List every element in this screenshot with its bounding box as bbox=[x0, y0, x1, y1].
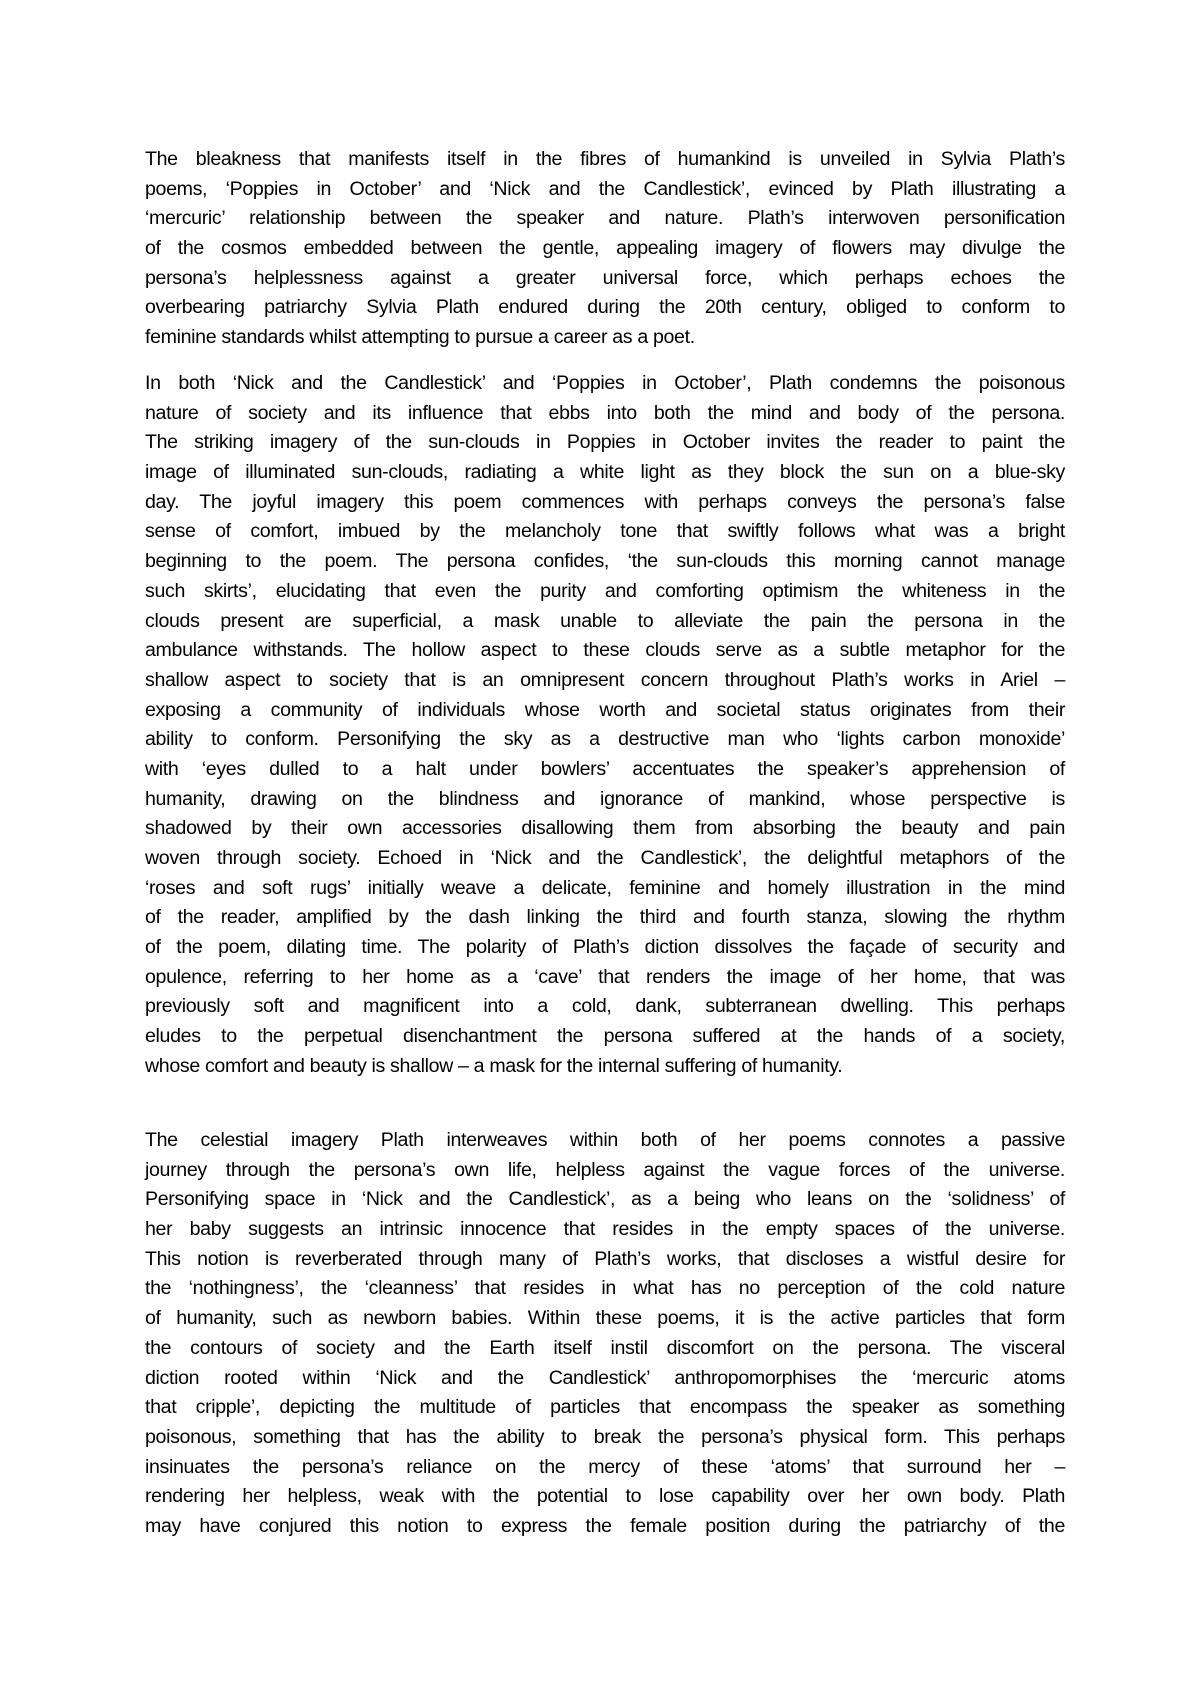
text-line: eludes to the perpetual disenchantment the persona suffered at the hands of a society, bbox=[145, 1025, 1065, 1048]
text-line: ability to conform. Personifying the sky as a destructive man who ‘lights carbon monoxide’ bbox=[145, 728, 1065, 751]
text-line: woven through society. Echoed in ‘Nick and the Candlestick’, the delightful metaphors of the bbox=[145, 847, 1065, 869]
text-line: overbearing patriarchy Sylvia Plath endured during the 20th century, obliged to conform to bbox=[145, 296, 1065, 319]
text-line: In both ‘Nick and the Candlestick’ and ‘Poppies in October’, Plath condemns the poisonous bbox=[145, 372, 1065, 394]
text-line: her baby suggests an intrinsic innocence that resides in the empty spaces of the universe. bbox=[145, 1218, 1065, 1241]
text-line: rendering her helpless, weak with the potential to lose capability over her own body. Plath bbox=[145, 1485, 1065, 1508]
text-line: image of illuminated sun-clouds, radiating a white light as they block the sun on a blue-sky bbox=[145, 461, 1065, 484]
text-line: of the reader, amplified by the dash linking the third and fourth stanza, slowing the rhythm bbox=[145, 906, 1065, 929]
text-line: shadowed by their own accessories disallowing them from absorbing the beauty and pain bbox=[145, 817, 1065, 840]
text-line: diction rooted within ‘Nick and the Candlestick’ anthropomorphises the ‘mercuric atoms bbox=[145, 1366, 1065, 1389]
paragraph-introduction bbox=[145, 145, 1065, 353]
paragraph-celestial bbox=[145, 1126, 1065, 1542]
text-line: may have conjured this notion to express the female position during the patriarchy of the bbox=[145, 1514, 1065, 1537]
text-line: that cripple’, depicting the multitude of particles that encompass the speaker as something bbox=[145, 1396, 1065, 1419]
text-line: persona’s helplessness against a greater universal force, which perhaps echoes the bbox=[145, 266, 1065, 289]
text-line: Personifying space in ‘Nick and the Candlestick’, as a being who leans on the ‘solidness’ of bbox=[145, 1188, 1065, 1211]
text-line: humanity, drawing on the blindness and ignorance of mankind, whose perspective is bbox=[145, 787, 1065, 810]
text-line: shallow aspect to society that is an omnipresent concern throughout Plath’s works in Ariel – bbox=[145, 668, 1065, 691]
text-line: The celestial imagery Plath interweaves within both of her poems connotes a passive bbox=[145, 1129, 1065, 1151]
text-line: clouds present are superficial, a mask unable to alleviate the pain the persona in the bbox=[145, 609, 1065, 632]
text-line: whose comfort and beauty is shallow – a mask for the internal suffering of humanity. bbox=[145, 1054, 843, 1077]
text-line: journey through the persona’s own life, helpless against the vague forces of the universe. bbox=[145, 1158, 1065, 1181]
text-line: insinuates the persona’s reliance on the mercy of these ‘atoms’ that surround her – bbox=[145, 1455, 1065, 1478]
text-line: feminine standards whilst attempting to pursue a career as a poet. bbox=[145, 326, 695, 349]
text-line: ‘mercuric’ relationship between the speaker and nature. Plath’s interwoven personification bbox=[145, 207, 1065, 230]
text-line: day. The joyful imagery this poem commences with perhaps conveys the persona’s false bbox=[145, 490, 1065, 513]
text-line: of the poem, dilating time. The polarity of Plath’s diction dissolves the façade of security and bbox=[145, 936, 1065, 959]
text-line: of humanity, such as newborn babies. Within these poems, it is the active particles that form bbox=[145, 1307, 1065, 1330]
text-line: The bleakness that manifests itself in the fibres of humankind is unveiled in Sylvia Plath’s bbox=[145, 148, 1065, 170]
text-line: previously soft and magnificent into a cold, dank, subterranean dwelling. This perhaps bbox=[145, 995, 1065, 1018]
text-line: This notion is reverberated through many of Plath’s works, that discloses a wistful desire for bbox=[145, 1247, 1065, 1270]
text-line: sense of comfort, imbued by the melancholy tone that swiftly follows what was a bright bbox=[145, 520, 1065, 543]
text-line: of the cosmos embedded between the gentle, appealing imagery of flowers may divulge the bbox=[145, 237, 1065, 260]
text-line: opulence, referring to her home as a ‘cave’ that renders the image of her home, that was bbox=[145, 965, 1065, 988]
text-line: the contours of society and the Earth itself instil discomfort on the persona. The visceral bbox=[145, 1336, 1065, 1359]
text-line: exposing a community of individuals whose worth and societal status originates from their bbox=[145, 698, 1065, 721]
text-line: ‘roses and soft rugs’ initially weave a delicate, feminine and homely illustration in the mind bbox=[145, 876, 1065, 899]
text-line: The striking imagery of the sun-clouds in Poppies in October invites the reader to paint the bbox=[145, 431, 1065, 454]
text-line: beginning to the poem. The persona confides, ‘the sun-clouds this morning cannot manage bbox=[145, 550, 1065, 573]
text-line: poisonous, something that has the ability to break the persona’s physical form. This perhaps bbox=[145, 1425, 1065, 1448]
text-line: ambulance withstands. The hollow aspect to these clouds serve as a subtle metaphor for the bbox=[145, 639, 1065, 662]
text-line: nature of society and its influence that ebbs into both the mind and body of the persona. bbox=[145, 401, 1065, 424]
text-line: the ‘nothingness’, the ‘cleanness’ that resides in what has no perception of the cold nature bbox=[145, 1277, 1065, 1300]
text-line: such skirts’, elucidating that even the purity and comforting optimism the whiteness in the bbox=[145, 579, 1065, 602]
text-line: poems, ‘Poppies in October’ and ‘Nick and the Candlestick’, evinced by Plath illustrating a bbox=[145, 177, 1065, 200]
paragraph-society bbox=[145, 369, 1065, 1082]
text-line: with ‘eyes dulled to a halt under bowlers’ accentuates the speaker’s apprehension of bbox=[145, 757, 1065, 780]
